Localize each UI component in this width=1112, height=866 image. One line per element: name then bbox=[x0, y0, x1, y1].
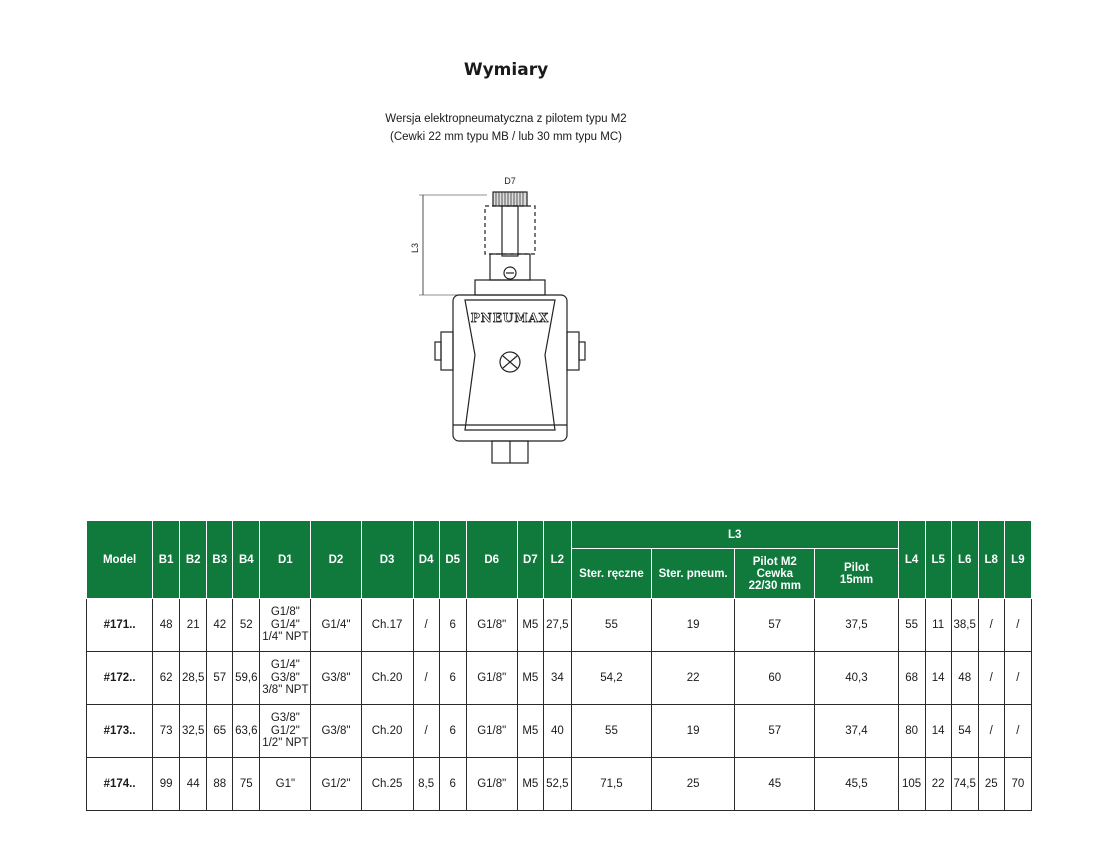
cell-b3: 65 bbox=[207, 705, 233, 758]
cell-d4: 8,5 bbox=[413, 758, 439, 811]
cell-l3d: 45,5 bbox=[815, 758, 898, 811]
table-row bbox=[87, 599, 1032, 652]
cell-l6: 54 bbox=[951, 705, 978, 758]
cell-b1: 99 bbox=[153, 758, 180, 811]
cell-d4: / bbox=[413, 652, 439, 705]
label-l3: L3 bbox=[410, 242, 420, 254]
cell-l3b: 22 bbox=[652, 652, 735, 705]
header-b1: B1 bbox=[153, 521, 180, 599]
cell-l9: 70 bbox=[1004, 758, 1031, 811]
cell-d1: G1/4" G3/8" 3/8" NPT bbox=[260, 652, 311, 705]
cell-l5: 11 bbox=[925, 599, 951, 652]
cell-l5: 14 bbox=[925, 652, 951, 705]
cell-b2: 28,5 bbox=[180, 652, 207, 705]
cell-l8: / bbox=[978, 652, 1004, 705]
valve-drawing bbox=[405, 170, 595, 470]
cell-l4: 55 bbox=[898, 599, 925, 652]
header-model: Model bbox=[87, 521, 153, 599]
header-l6: L6 bbox=[951, 521, 978, 599]
cell-b3: 88 bbox=[207, 758, 233, 811]
header-d2: D2 bbox=[311, 521, 361, 599]
cell-l3d: 40,3 bbox=[815, 652, 898, 705]
cell-l2: 27,5 bbox=[543, 599, 571, 652]
header-b2: B2 bbox=[180, 521, 207, 599]
header-l8: L8 bbox=[978, 521, 1004, 599]
header-l5: L5 bbox=[925, 521, 951, 599]
cell-b1: 73 bbox=[153, 705, 180, 758]
cell-l8: / bbox=[978, 599, 1004, 652]
cell-l9: / bbox=[1004, 599, 1031, 652]
brand-logo: PNEUMAX bbox=[470, 311, 550, 325]
cell-model: #171.. bbox=[87, 599, 153, 652]
dimensions-table bbox=[86, 520, 1032, 811]
cell-d5: 6 bbox=[439, 758, 466, 811]
cell-b3: 57 bbox=[207, 652, 233, 705]
header-l3-pneumatic: Ster. pneum. bbox=[652, 549, 735, 599]
table-row bbox=[87, 652, 1032, 705]
cell-l3a: 71,5 bbox=[571, 758, 651, 811]
cell-d3: Ch.17 bbox=[361, 599, 413, 652]
cell-d2: G1/2" bbox=[311, 758, 361, 811]
cell-l3c: 57 bbox=[735, 599, 815, 652]
header-d3: D3 bbox=[361, 521, 413, 599]
cell-l4: 68 bbox=[898, 652, 925, 705]
header-d5: D5 bbox=[439, 521, 466, 599]
cell-l3a: 54,2 bbox=[571, 652, 651, 705]
header-l3-manual: Ster. ręczne bbox=[571, 549, 651, 599]
cell-l3d: 37,5 bbox=[815, 599, 898, 652]
cell-l3d: 37,4 bbox=[815, 705, 898, 758]
cell-d6: G1/8" bbox=[466, 652, 517, 705]
header-l9: L9 bbox=[1004, 521, 1031, 599]
cell-d3: Ch.20 bbox=[361, 652, 413, 705]
cell-l9: / bbox=[1004, 705, 1031, 758]
cell-l2: 34 bbox=[543, 652, 571, 705]
cell-b2: 32,5 bbox=[180, 705, 207, 758]
cell-l3a: 55 bbox=[571, 705, 651, 758]
cell-l3b: 19 bbox=[652, 599, 735, 652]
cell-l3a: 55 bbox=[571, 599, 651, 652]
header-b4: B4 bbox=[233, 521, 260, 599]
cell-l5: 14 bbox=[925, 705, 951, 758]
header-d4: D4 bbox=[413, 521, 439, 599]
cell-d2: G1/4" bbox=[311, 599, 361, 652]
cell-l3b: 25 bbox=[652, 758, 735, 811]
cell-b4: 75 bbox=[233, 758, 260, 811]
cell-d2: G3/8" bbox=[311, 705, 361, 758]
header-b3: B3 bbox=[207, 521, 233, 599]
cell-l6: 48 bbox=[951, 652, 978, 705]
subtitle-version: Wersja elektropneumatyczna z pilotem typu M2 bbox=[385, 113, 627, 125]
cell-l4: 80 bbox=[898, 705, 925, 758]
cell-d2: G3/8" bbox=[311, 652, 361, 705]
cell-d3: Ch.25 bbox=[361, 758, 413, 811]
cell-d7: M5 bbox=[517, 599, 543, 652]
header-l4: L4 bbox=[898, 521, 925, 599]
header-d6: D6 bbox=[466, 521, 517, 599]
cell-b2: 21 bbox=[180, 599, 207, 652]
cell-l3b: 19 bbox=[652, 705, 735, 758]
header-l3: L3 bbox=[571, 521, 898, 549]
cell-b1: 48 bbox=[153, 599, 180, 652]
cell-model: #174.. bbox=[87, 758, 153, 811]
cell-d5: 6 bbox=[439, 652, 466, 705]
table-row bbox=[87, 758, 1032, 811]
cell-d3: Ch.20 bbox=[361, 705, 413, 758]
cell-b4: 52 bbox=[233, 599, 260, 652]
cell-l3c: 45 bbox=[735, 758, 815, 811]
cell-l6: 74,5 bbox=[951, 758, 978, 811]
cell-b4: 59,6 bbox=[233, 652, 260, 705]
cell-b2: 44 bbox=[180, 758, 207, 811]
table-row bbox=[87, 705, 1032, 758]
cell-b3: 42 bbox=[207, 599, 233, 652]
cell-b4: 63,6 bbox=[233, 705, 260, 758]
cell-d4: / bbox=[413, 705, 439, 758]
header-d7: D7 bbox=[517, 521, 543, 599]
cell-l3c: 60 bbox=[735, 652, 815, 705]
header-d1: D1 bbox=[260, 521, 311, 599]
cell-d1: G1" bbox=[260, 758, 311, 811]
cell-l5: 22 bbox=[925, 758, 951, 811]
cell-l2: 40 bbox=[543, 705, 571, 758]
cell-model: #172.. bbox=[87, 652, 153, 705]
cell-l8: / bbox=[978, 705, 1004, 758]
cell-d1: G3/8" G1/2" 1/2" NPT bbox=[260, 705, 311, 758]
header-l3-pilot-m2: Pilot M2 Cewka 22/30 mm bbox=[735, 549, 815, 599]
label-d7: D7 bbox=[504, 176, 516, 186]
cell-l3c: 57 bbox=[735, 705, 815, 758]
cell-d6: G1/8" bbox=[466, 758, 517, 811]
cell-d6: G1/8" bbox=[466, 599, 517, 652]
cell-d6: G1/8" bbox=[466, 705, 517, 758]
cell-d1: G1/8" G1/4" 1/4" NPT bbox=[260, 599, 311, 652]
page-title: Wymiary bbox=[463, 60, 549, 80]
cell-d7: M5 bbox=[517, 705, 543, 758]
header-l2: L2 bbox=[543, 521, 571, 599]
cell-l8: 25 bbox=[978, 758, 1004, 811]
cell-d7: M5 bbox=[517, 652, 543, 705]
cell-l4: 105 bbox=[898, 758, 925, 811]
cell-d5: 6 bbox=[439, 705, 466, 758]
cell-l6: 38,5 bbox=[951, 599, 978, 652]
cell-d7: M5 bbox=[517, 758, 543, 811]
cell-b1: 62 bbox=[153, 652, 180, 705]
subtitle-coils: (Cewki 22 mm typu MB / lub 30 mm typu MC) bbox=[390, 131, 622, 143]
cell-l2: 52,5 bbox=[543, 758, 571, 811]
cell-model: #173.. bbox=[87, 705, 153, 758]
cell-l9: / bbox=[1004, 652, 1031, 705]
cell-d5: 6 bbox=[439, 599, 466, 652]
cell-d4: / bbox=[413, 599, 439, 652]
header-l3-pilot-15: Pilot 15mm bbox=[815, 549, 898, 599]
